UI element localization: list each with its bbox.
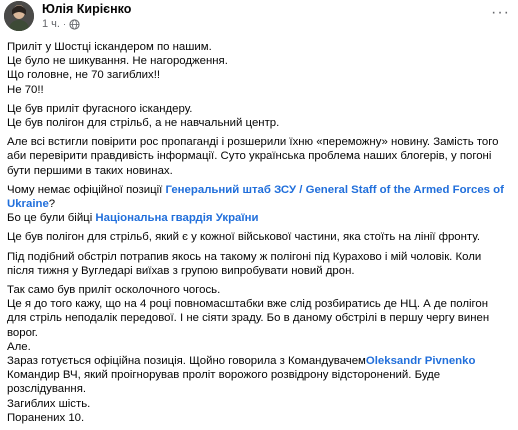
mention-general-staff[interactable]: Генеральний штаб ЗСУ / General Staff of the Armed Forces of Ukraine [7, 183, 504, 211]
text-run: Це я до того кажу, що на 4 році повномасштабки вже слід розбиратись де НЦ. А де полігон для стріль неподалік передової. І не сіяти зраду. Бо в даному обстрілі в першу чергу винен ворог. [7, 298, 490, 339]
text-line: Приліт у Шостці іскандером по нашим. [7, 41, 212, 53]
post-time[interactable]: 1 ч. [42, 18, 60, 30]
text-run: ? [48, 198, 56, 211]
more-options-icon[interactable]: ··· [491, 4, 510, 21]
paragraph-6: Під подібний обстріл потрапив якось на такому ж полігоні під Курахово і мій чоловік. Коли після тижня у Вугледарі виїхав з групою випробувати новий дрон. [7, 250, 482, 277]
meta-separator: · [62, 19, 66, 29]
text-run: Зараз готується офіційна позиція. Щойно говорила з Командувачем [7, 355, 366, 368]
text-run: Чому немає офіційної позиції [7, 183, 166, 196]
paragraph-5: Це був полігон для стрільб, який є у кожної військової частини, яка стоїть на лінії фронту. [7, 231, 480, 244]
author-name[interactable]: Юлія Кирієнко [42, 2, 132, 16]
text-run: Бо це були бійці [7, 212, 96, 225]
text-line: Що головне, не 70 загиблих!! [7, 69, 161, 82]
post-body [7, 40, 507, 430]
paragraph-1 [7, 40, 507, 97]
mention-oleksandr-pivnenko[interactable]: Oleksandr Pivnenko [365, 355, 476, 368]
mention-national-guard[interactable]: Національна гвардія України [95, 212, 259, 225]
paragraph-7 [7, 283, 507, 425]
text-line: Це був приліт фугасного іскандеру. [7, 102, 193, 115]
text-line: Це було не шикування. Не нагородження. [7, 55, 228, 68]
paragraph-3: Але всі встигли повірити рос пропаганді і розшерили їхню «переможну» новину. Замість того аби перевірити правдивість інформації. Суто українська проблема наших блогерів, у погоні бути першими в таких новинах. [7, 136, 499, 177]
text-line: Не 70!! [7, 83, 44, 96]
post-meta [42, 18, 80, 30]
post-header [4, 0, 514, 36]
paragraph-2 [7, 102, 507, 130]
avatar-image [4, 1, 34, 31]
paragraph-4 [7, 183, 507, 226]
globe-icon [69, 19, 80, 30]
text-run: Командир ВЧ, який проігнорував проліт ворожого розвідрону відсторонений. Буде розслідування. [7, 369, 441, 396]
text-line: Загиблих шість. [7, 397, 91, 410]
text-line: Це був полігон для стрільб, а не навчальний центр. [7, 117, 280, 130]
text-line: Поранених 10. [7, 411, 85, 424]
text-line: Але. [7, 340, 31, 353]
avatar[interactable] [4, 1, 34, 31]
text-line: Так само був приліт осколочного чогось. [7, 284, 221, 297]
